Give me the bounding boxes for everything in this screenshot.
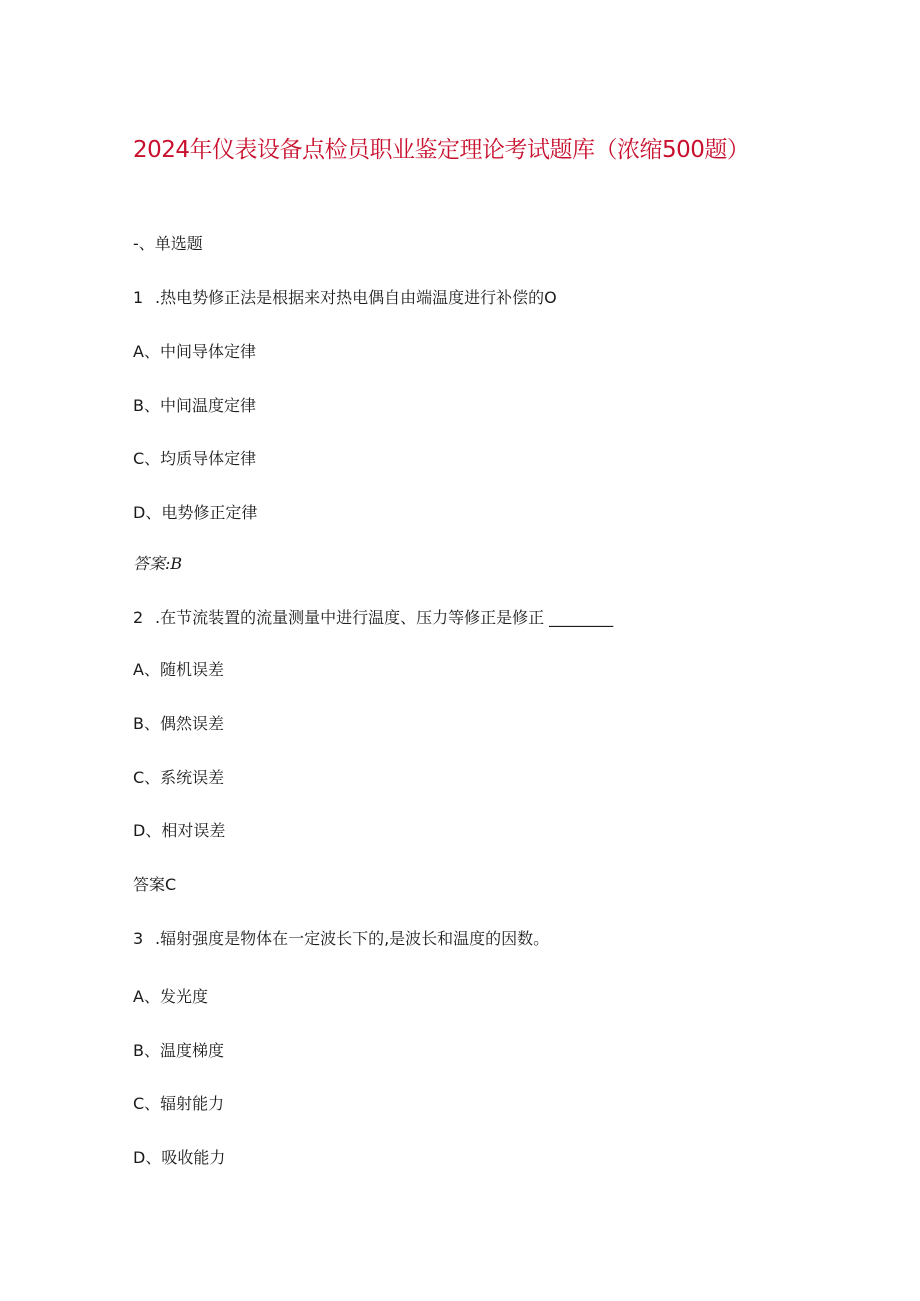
answer: 答案:B: [133, 554, 183, 573]
question-text: .在节流装置的流量测量中进行温度、压力等修正是修正 ________: [155, 608, 614, 627]
question-number: 2: [133, 608, 144, 627]
answer: 答案C: [133, 875, 177, 894]
question-number: 1: [133, 288, 144, 307]
option-a: A、中间导体定律: [133, 342, 256, 361]
question-number: 3: [133, 929, 144, 948]
question-text: .辐射强度是物体在一定波长下的,是波长和温度的因数。: [155, 929, 550, 948]
option-c: C、辐射能力: [133, 1094, 225, 1113]
question-3: [133, 926, 549, 949]
question-1: [133, 285, 557, 308]
option-d: D、电势修正定律: [133, 503, 258, 522]
option-c: C、均质导体定律: [133, 449, 257, 468]
option-a: A、随机误差: [133, 660, 224, 679]
section-heading: -、单选题: [133, 234, 203, 253]
option-a: A、发光度: [133, 987, 208, 1006]
option-d: D、相对误差: [133, 821, 226, 840]
option-b: B、中间温度定律: [133, 396, 256, 415]
question-text: .热电势修正法是根据来对热电偶自由端温度进行补偿的O: [155, 288, 557, 307]
option-c: C、系统误差: [133, 768, 225, 787]
option-d: D、吸收能力: [133, 1148, 226, 1167]
question-2: [133, 605, 613, 628]
option-b: B、温度梯度: [133, 1041, 224, 1060]
option-b: B、偶然误差: [133, 714, 224, 733]
document-title: 2024年仪表设备点检员职业鉴定理论考试题库（浓缩500题）: [133, 137, 750, 163]
